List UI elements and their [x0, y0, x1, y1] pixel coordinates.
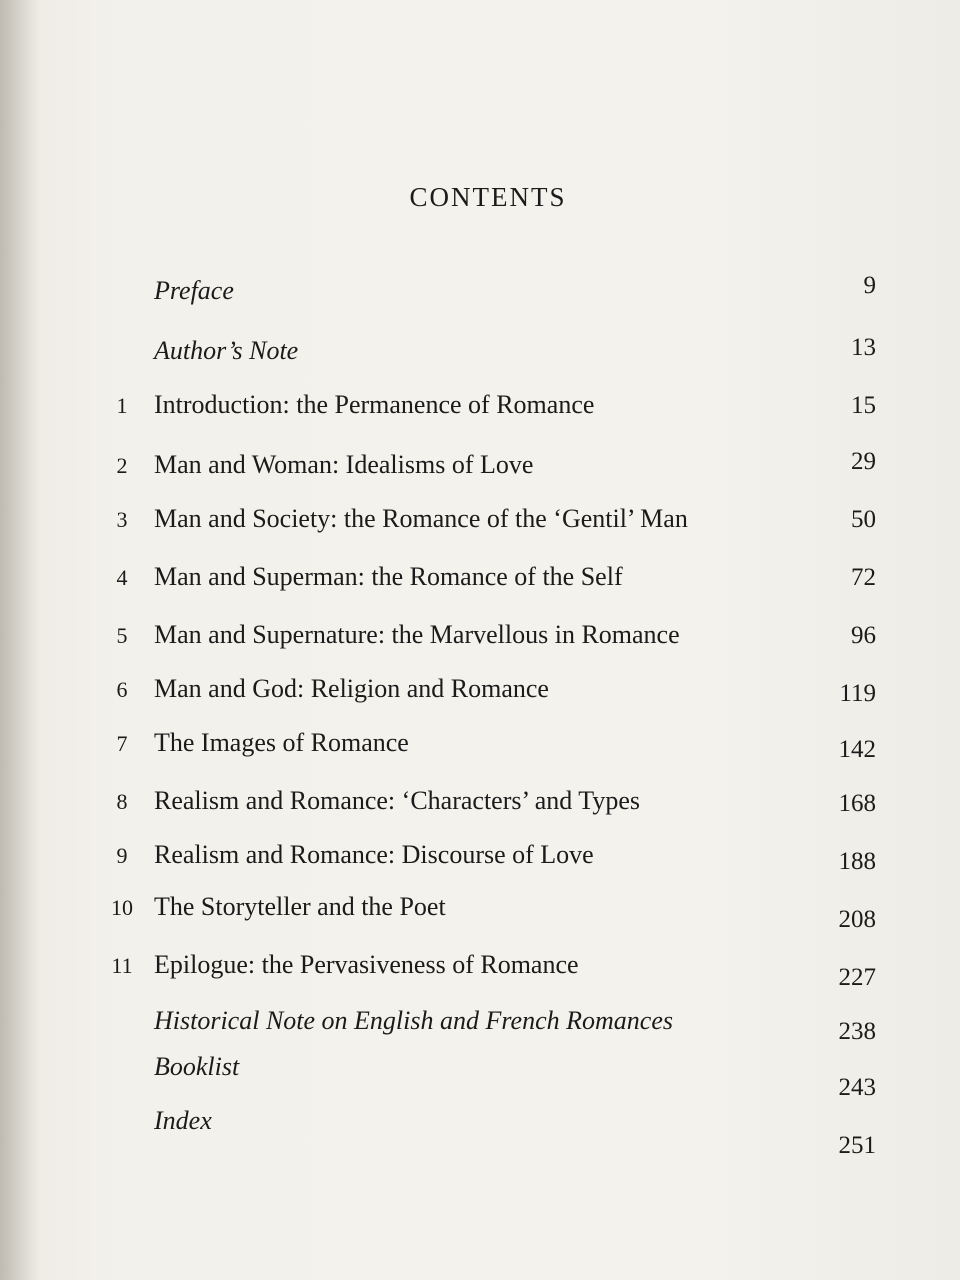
page-number: 119 [839, 680, 876, 707]
chapter-number: 6 [116, 677, 128, 702]
entry-title: Booklist [154, 1052, 240, 1081]
page-number: 9 [863, 272, 876, 299]
page-number: 251 [838, 1132, 876, 1159]
page-number: 72 [851, 564, 876, 591]
page-number: 243 [838, 1074, 876, 1101]
entry-title: Historical Note on English and French Romances [154, 1006, 673, 1035]
page-number: 188 [838, 848, 876, 875]
entry-title: Realism and Romance: ‘Characters’ and Types [154, 786, 641, 815]
entry-title: Man and Supernature: the Marvellous in Romance [154, 620, 680, 649]
page-number: 142 [838, 736, 876, 763]
chapter-number: 10 [111, 895, 133, 920]
entry-title: Index [154, 1106, 212, 1135]
page-number: 29 [851, 448, 876, 475]
chapter-number: 2 [116, 453, 128, 478]
entry-title: Author’s Note [154, 336, 299, 365]
page-number: 50 [851, 506, 876, 533]
chapter-number: 3 [116, 507, 128, 532]
entry-title: Man and Society: the Romance of the ‘Gentil’ Man [154, 504, 688, 533]
chapter-number: 1 [116, 393, 128, 418]
entry-title: Realism and Romance: Discourse of Love [154, 840, 594, 869]
page-number: 208 [838, 906, 876, 933]
entry-title: Introduction: the Permanence of Romance [154, 390, 595, 419]
entry-title: The Storyteller and the Poet [154, 892, 446, 921]
entry-title: The Images of Romance [154, 728, 409, 757]
entry-title: Man and Superman: the Romance of the Self [154, 562, 623, 591]
entry-title: Epilogue: the Pervasiveness of Romance [154, 950, 579, 979]
page-number: 168 [838, 790, 876, 817]
chapter-number: 5 [116, 623, 128, 648]
chapter-number: 11 [111, 953, 133, 978]
page-number: 15 [851, 392, 876, 419]
page-number: 96 [851, 622, 876, 649]
entry-title: Man and Woman: Idealisms of Love [154, 450, 534, 479]
page-number: 227 [838, 964, 876, 991]
entry-title: Preface [154, 276, 234, 305]
chapter-number: 9 [116, 843, 128, 868]
page-number: 13 [851, 334, 876, 361]
chapter-number: 4 [116, 565, 128, 590]
chapter-number: 8 [116, 789, 128, 814]
page-title: CONTENTS [409, 182, 567, 212]
page-number: 238 [838, 1018, 876, 1045]
entry-title: Man and God: Religion and Romance [154, 674, 549, 703]
chapter-number: 7 [116, 731, 128, 756]
